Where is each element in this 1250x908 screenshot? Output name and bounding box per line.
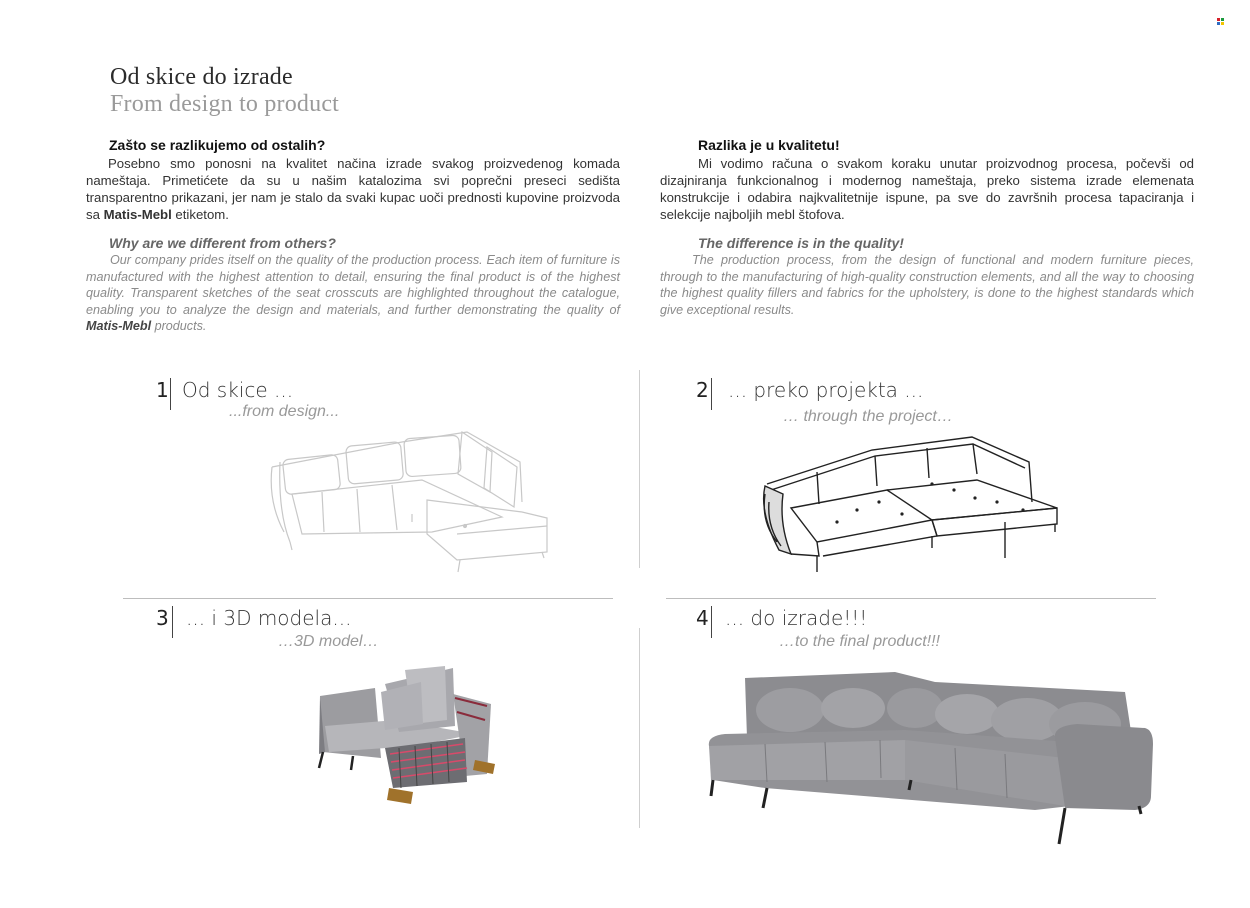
horizontal-divider-right	[666, 598, 1156, 599]
brand-logo-icon-lower	[1217, 22, 1224, 25]
page-title: Od skice do izrade	[110, 64, 293, 90]
step-2-bar	[711, 378, 712, 410]
step-1-bar	[170, 378, 171, 410]
vertical-divider-bottom	[639, 628, 640, 828]
left-body	[86, 155, 620, 223]
step-3-bar	[172, 606, 173, 638]
logo-dot-gold	[1221, 22, 1224, 25]
logo-dot-red	[1217, 18, 1220, 21]
sketch-sofa-illustration	[262, 422, 554, 574]
brand-logo-icon	[1217, 18, 1224, 21]
step-3-number: 3	[156, 606, 169, 630]
step-1-number: 1	[156, 378, 169, 402]
left-en-body-tail: products.	[154, 319, 207, 333]
logo-dot-blue	[1217, 22, 1220, 25]
step-4-title: ... do izrade!!!	[725, 606, 868, 630]
step-2-number: 2	[696, 378, 709, 402]
3d-model-sofa-illustration	[315, 664, 497, 804]
page-subtitle: From design to product	[110, 91, 340, 117]
horizontal-divider-left	[123, 598, 613, 599]
left-en-body-brand: Matis-Mebl	[86, 319, 152, 333]
left-body-tail: etiketom.	[175, 207, 229, 222]
left-body-text: Posebno smo ponosni na kvalitet načina izrade svakog proizvedenog komada nameštaja. Primetićete da su u našim katalozima svi poprečni preseci sedišta transparentno prikazani, jer nam je stalo da svaki kupac uoči prednosti kupovine proizvoda sa	[86, 156, 620, 222]
left-en-body	[86, 252, 620, 335]
right-en-heading: The difference is in the quality!	[698, 235, 904, 251]
final-product-sofa-illustration	[705, 668, 1155, 850]
step-4-number: 4	[696, 606, 709, 630]
right-body: Mi vodimo računa o svakom koraku unutar proizvodnog procesa, počevši od dizajniranja funkcionalnog i modernog nameštaja, preko sistema izrade elemenata konstrukcije i odabira najkvalitetnije ispune, pa sve do završnih procesa tapaciranja i selekcije najboljih mebl štofova.	[660, 156, 1194, 222]
step-1-subtitle: ...from design...	[229, 403, 340, 420]
left-en-heading: Why are we different from others?	[109, 235, 336, 251]
step-4-subtitle: …to the final product!!!	[779, 633, 940, 650]
left-heading: Zašto se razlikujemo od ostalih?	[109, 137, 326, 153]
project-sofa-illustration	[757, 432, 1059, 574]
right-en-body: The production process, from the design of functional and modern furniture pieces, through to the manufacturing of high-quality construction elements, and all the way to choosing the highest quality fillers and fabrics for the upholstery, is done to the highest standards which give exceptional results.	[660, 253, 1194, 317]
step-3-subtitle: …3D model…	[278, 633, 379, 650]
vertical-divider-top	[639, 370, 640, 568]
step-2-subtitle: … through the project…	[783, 408, 953, 425]
left-body-brand: Matis-Mebl	[103, 207, 172, 222]
left-en-body-text: Our company prides itself on the quality of the production process. Each item of furniture is manufactured with the highest attention to detail, ensuring the final product is of the highest quality. Transparent sketches of the seat crosscuts are highlighted throughout the catalogue, enabling you to analyze the design and materials, and further demonstrating the quality of	[86, 253, 620, 317]
step-2-title: ... preko projekta ...	[728, 378, 924, 402]
step-1-title: Od skice ...	[182, 378, 294, 402]
step-4-bar	[711, 606, 712, 638]
logo-dot-yellow	[1221, 18, 1224, 21]
step-3-title: ... i 3D modela...	[186, 606, 352, 630]
right-heading: Razlika je u kvalitetu!	[698, 137, 840, 153]
